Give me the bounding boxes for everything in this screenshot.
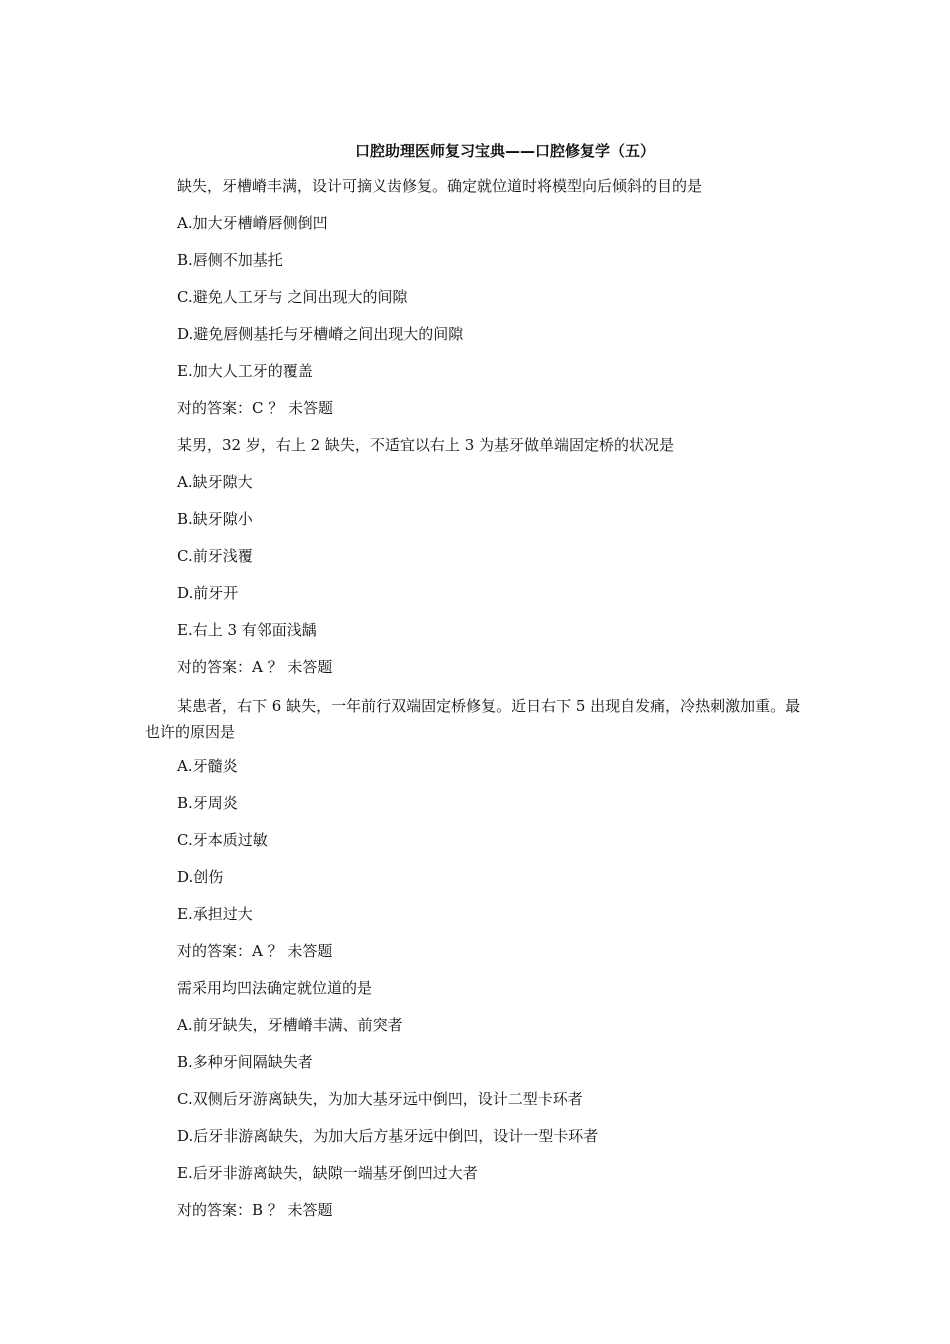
option-b: B.多种牙间隔缺失者 [177, 1053, 313, 1071]
option-a: A.缺牙隙大 [177, 473, 253, 491]
option-d: D.前牙开 [177, 584, 239, 602]
option-a: A.牙髓炎 [177, 757, 238, 775]
option-d: D.后牙非游离缺失，为加大后方基牙远中倒凹，设计一型卡环者 [177, 1127, 599, 1145]
answer-line: 对的答案：C ？ 未答题 [177, 399, 334, 417]
option-e: E.后牙非游离缺失，缺隙一端基牙倒凹过大者 [177, 1164, 478, 1182]
question-2 [145, 434, 805, 678]
question-4 [145, 977, 805, 1221]
option-e: E.加大人工牙的覆盖 [177, 362, 313, 380]
question-stem: 需采用均凹法确定就位道的是 [177, 979, 373, 997]
question-stem: 缺失，牙槽嵴丰满，设计可摘义齿修复。确定就位道时将模型向后倾斜的目的是 [177, 177, 703, 195]
option-c: C.牙本质过敏 [177, 831, 268, 849]
question-list [145, 175, 805, 1236]
option-d: D.避免唇侧基托与牙槽嵴之间出现大的间隙 [177, 325, 464, 343]
option-a: A.加大牙槽嵴唇侧倒凹 [177, 214, 328, 232]
answer-line: 对的答案：B ？ 未答题 [177, 1201, 333, 1219]
option-e: E.承担过大 [177, 905, 253, 923]
option-c: C.双侧后牙游离缺失，为加大基牙远中倒凹，设计二型卡环者 [177, 1090, 583, 1108]
question-1 [145, 175, 805, 419]
option-a: A.前牙缺失，牙槽嵴丰满、前突者 [177, 1016, 403, 1034]
option-e: E.右上 3 有邻面浅龋 [177, 621, 317, 639]
option-d: D.创伤 [177, 868, 224, 886]
question-stem: 某患者，右下 6 缺失，一年前行双端固定桥修复。近日右下 5 出现自发痛，冷热刺激加重。最也许的原因是 [145, 697, 801, 741]
option-c: C.避免人工牙与 之间出现大的间隙 [177, 288, 408, 306]
option-b: B.牙周炎 [177, 794, 238, 812]
option-b: B.唇侧不加基托 [177, 251, 283, 269]
option-b: B.缺牙隙小 [177, 510, 253, 528]
question-stem: 某男，32 岁，右上 2 缺失，不适宜以右上 3 为基牙做单端固定桥的状况是 [177, 436, 675, 454]
answer-line: 对的答案：A ？ 未答题 [177, 658, 333, 676]
document-title: 口腔助理医师复习宝典——口腔修复学（五） [354, 142, 655, 160]
answer-line: 对的答案：A ？ 未答题 [177, 942, 333, 960]
option-c: C.前牙浅覆 [177, 547, 253, 565]
question-3 [145, 693, 805, 962]
